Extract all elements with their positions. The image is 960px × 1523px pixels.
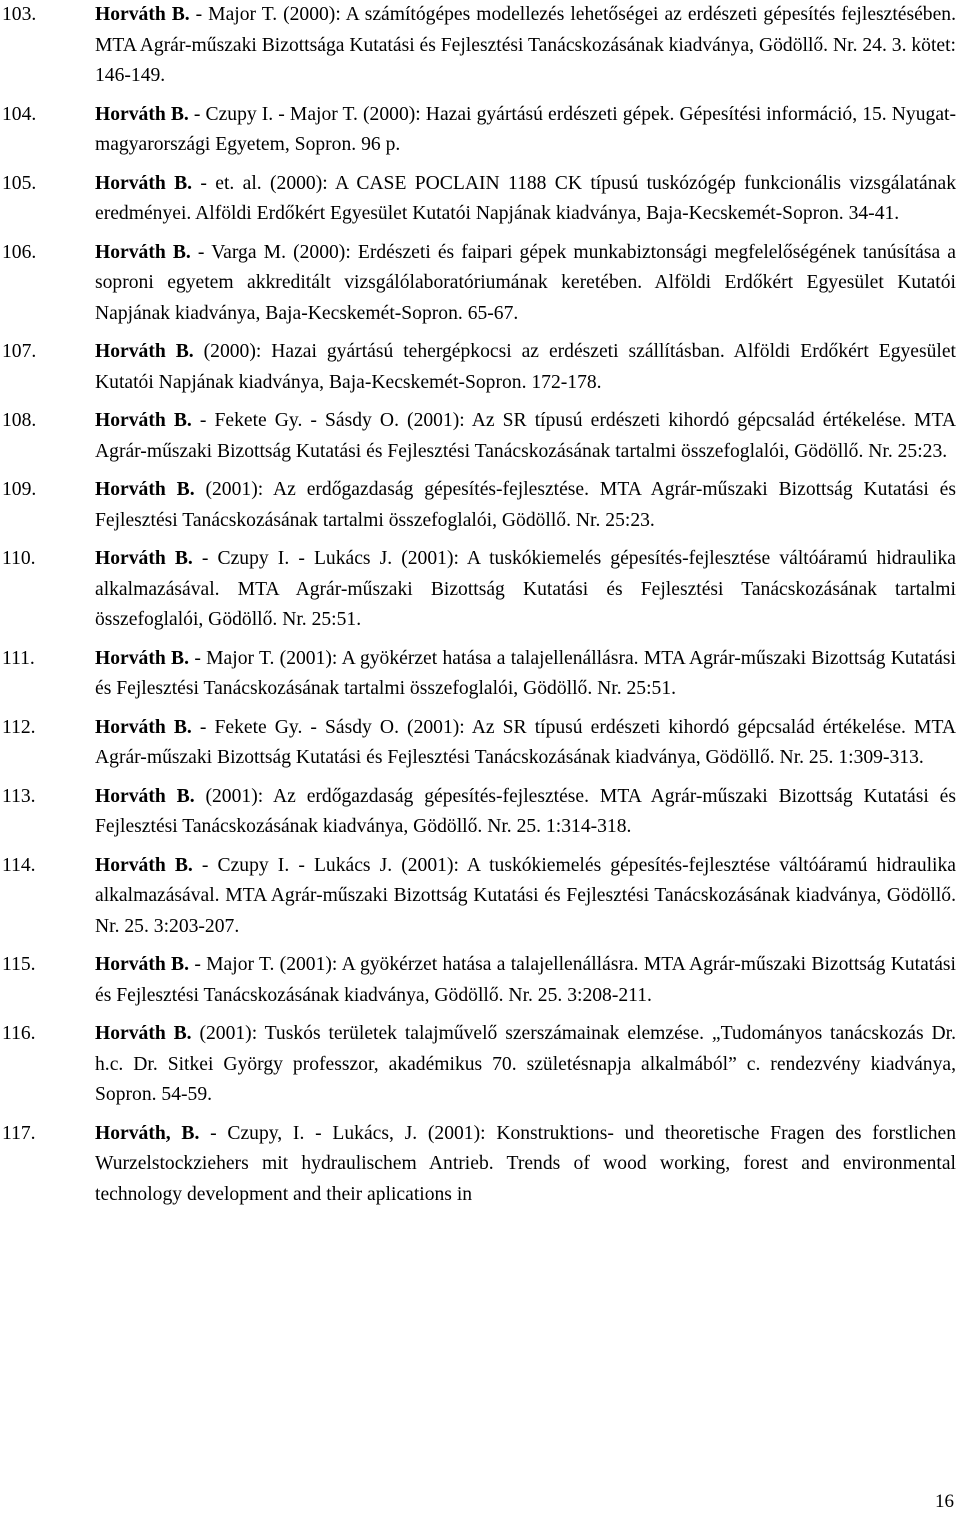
reference-number: 113. (2, 785, 36, 807)
reference-entry (0, 475, 956, 536)
reference-entry (0, 337, 956, 398)
reference-number: 117. (2, 1122, 36, 1144)
reference-number: 111. (2, 647, 35, 669)
reference-number: 109. (2, 479, 37, 500)
reference-text: - Czupy I. - Major T. (2000): Hazai gyártású erdészeti gépek. Gépesítési információ, 15. Nyugat-magyarországi Egyetem, Sopron. 96 p. (95, 103, 956, 155)
reference-number: 107. (2, 341, 37, 362)
reference-author: Horváth B. (95, 954, 190, 975)
reference-number: 114. (2, 854, 36, 876)
reference-text: - Major T. (2000): A számítógépes modellezés lehetőségei az erdészeti gépesítés fejlesztésében. MTA Agrár-műszaki Bizottsága Kutatási és Fejlesztési Tanácskozásának kiadványa, Gödöllő. Nr. 24. 3. kötet: 146-149. (95, 4, 956, 86)
reference-text: - Czupy I. - Lukács J. (2001): A tuskókiemelés gépesítés-fejlesztése váltóáramú hidraulika alkalmazásával. MTA Agrár-műszaki Bizottság Kutatási és Fejlesztési Tanácskozásának tartalmi összefoglalói, Gödöllő. Nr. 25:51. (95, 548, 956, 630)
reference-number: 116. (2, 1023, 36, 1044)
reference-entry (0, 782, 956, 843)
reference-author: Horváth B. (95, 4, 190, 25)
reference-entry (0, 1019, 956, 1111)
reference-number: 105. (2, 172, 37, 194)
reference-text: - Fekete Gy. - Sásdy O. (2001): Az SR típusú erdészeti kihordó gépcsalád értékelése. MTA Agrár-műszaki Bizottság Kutatási és Fejlesztési Tanácskozásának kiadványa, Gödöllő. Nr. 25. 1:309-313. (95, 716, 956, 768)
reference-number: 103. (2, 4, 37, 25)
reference-text: - Czupy, I. - Lukács, J. (2001): Konstruktions- und theoretische Fragen des forstlichen Wurzelstockziehers mit hydraulischem Antrieb. Trends of wood working, forest and environmental technology development and their aplications in (95, 1122, 956, 1205)
reference-text: - Czupy I. - Lukács J. (2001): A tuskókiemelés gépesítés-fejlesztése váltóáramú hidraulika alkalmazásával. MTA Agrár-műszaki Bizottság Kutatási és Fejlesztési Tanácskozásának kiadványa, Gödöllő. Nr. 25. 3:203-207. (95, 854, 956, 937)
reference-text: - Major T. (2001): A gyökérzet hatása a talajellenállásra. MTA Agrár-műszaki Bizottság Kutatási és Fejlesztési Tanácskozásának tartalmi összefoglalói, Gödöllő. Nr. 25:51. (95, 647, 956, 699)
reference-author: Horváth B. (95, 1023, 192, 1044)
reference-entry (0, 169, 956, 230)
reference-entry (0, 713, 956, 774)
reference-entry (0, 406, 956, 467)
reference-number: 112. (2, 716, 36, 738)
reference-text: (2001): Tuskós területek talajművelő szerszámainak elemzése. „Tudományos tanácskozás Dr. h.c. Dr. Sitkei György professzor, akadémikus 70. születésnapja alkalmából” c. rendezvény kiadványa, Sopron. 54-59. (95, 1023, 956, 1105)
reference-author: Horváth B. (95, 785, 195, 807)
reference-text: - Varga M. (2000): Erdészeti és faipari gépek munkabiztonsági megfelelőségének tanúsítása a soproni egyetem akkreditált vizsgálólaboratóriumának keretében. Alföldi Erdőkért Egyesület Kutatói Napjának kiadványa, Baja-Kecskemét-Sopron. 65-67. (95, 241, 956, 324)
reference-entry (0, 544, 956, 636)
reference-author: Horváth B. (95, 103, 189, 125)
reference-author: Horváth B. (95, 716, 192, 738)
reference-author: Horváth B. (95, 479, 195, 500)
reference-number: 106. (2, 241, 37, 263)
reference-entry (0, 950, 956, 1011)
reference-entry (0, 644, 956, 705)
page-number: 16 (935, 1491, 954, 1512)
reference-text: - Fekete Gy. - Sásdy O. (2001): Az SR típusú erdészeti kihordó gépcsalád értékelése. MTA Agrár-műszaki Bizottság Kutatási és Fejlesztési Tanácskozásának tartalmi összefoglalói, Gödöllő. Nr. 25:23. (95, 410, 956, 462)
reference-number: 110. (2, 548, 36, 569)
reference-text: (2001): Az erdőgazdaság gépesítés-fejlesztése. MTA Agrár-műszaki Bizottság Kutatási és Fejlesztési Tanácskozásának kiadványa, Gödöllő. Nr. 25. 1:314-318. (95, 785, 956, 837)
reference-number: 108. (2, 410, 37, 431)
reference-author: Horváth B. (95, 410, 192, 431)
reference-text: (2000): Hazai gyártású tehergépkocsi az erdészeti szállításban. Alföldi Erdőkért Egyesület Kutatói Napjának kiadványa, Baja-Kecskemét-Sopron. 172-178. (95, 341, 956, 393)
reference-entry (0, 238, 956, 330)
reference-author: Horváth B. (95, 854, 193, 876)
reference-text: - et. al. (2000): A CASE POCLAIN 1188 CK típusú tuskózógép funkcionális vizsgálatának eredményei. Alföldi Erdőkért Egyesület Kutatói Napjának kiadványa, Baja-Kecskemét-Sopron. 34-41. (95, 172, 956, 224)
reference-entry (0, 851, 956, 943)
reference-author: Horváth B. (95, 241, 191, 263)
reference-author: Horváth B. (95, 341, 194, 362)
reference-entry (0, 1119, 956, 1211)
reference-entry (0, 0, 956, 92)
reference-author: Horváth, B. (95, 1122, 200, 1144)
reference-author: Horváth B. (95, 548, 193, 569)
reference-number: 115. (2, 954, 36, 975)
reference-text: - Major T. (2001): A gyökérzet hatása a talajellenállásra. MTA Agrár-műszaki Bizottság Kutatási és Fejlesztési Tanácskozásának kiadványa, Gödöllő. Nr. 25. 3:208-211. (95, 954, 956, 1006)
reference-text: (2001): Az erdőgazdaság gépesítés-fejlesztése. MTA Agrár-műszaki Bizottság Kutatási és Fejlesztési Tanácskozásának tartalmi összefoglalói, Gödöllő. Nr. 25:23. (95, 479, 956, 531)
reference-number: 104. (2, 103, 37, 125)
reference-author: Horváth B. (95, 172, 193, 194)
reference-entry (0, 100, 956, 161)
reference-author: Horváth B. (95, 647, 190, 669)
